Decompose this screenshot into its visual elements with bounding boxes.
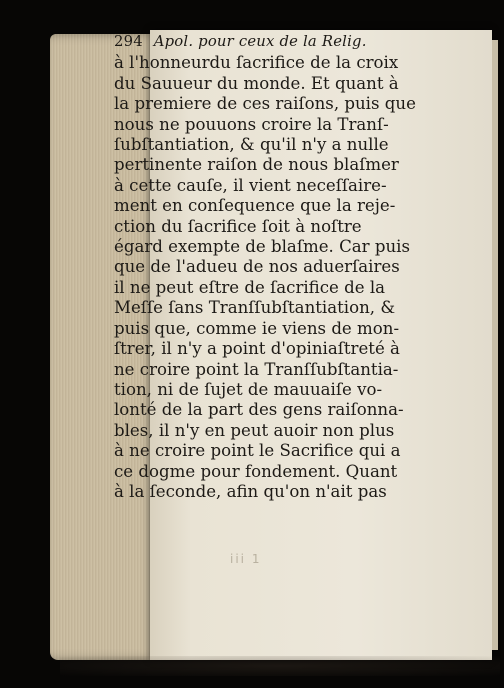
running-title: Apol. pour ceux de la Relig. [153,33,367,50]
running-header [114,32,372,52]
text-line: ne croire point la Tranſſubſtantia- [114,359,399,379]
text-line: à la ſeconde, afin qu'on n'ait pas [114,481,387,501]
text-line: à cette cauſe, il vient neceſſaire- [114,175,387,195]
text-line: pertinente raiſon de nous blaſmer [114,155,399,175]
facing-page-edge [492,40,498,650]
text-line: lonté de la part des gens raiſonna- [114,400,404,420]
text-line: ction du ſacrifice ſoit à noſtre [114,216,362,236]
text-line: égard exempte de blaſme. Car puis [114,237,410,257]
text-line: il ne peut eſtre de ſacrifice de la [114,277,386,297]
text-line: ment en conſequence que la reje- [114,196,396,216]
faint-stamp: iii 1 [230,552,262,566]
page-number: 294 [114,33,143,50]
text-line: ce dogme pour fondement. Quant [114,461,398,481]
text-line: à ne croire point le Sacrifice qui a [114,441,401,461]
text-line: puis que, comme ie viens de mon- [114,318,400,338]
text-line: que de l'adueu de nos aduerſaires [114,257,400,277]
text-line: ſtrer, il n'y a point d'opiniaſtreté à [114,339,400,359]
text-line: Meſſe ſans Tranſſubſtantiation, & [114,298,396,318]
text-line: ſubſtantiation, & qu'il n'y a nulle [114,135,389,155]
text-line: du Sauueur du monde. Et quant à [114,73,399,93]
text-line: bles, il n'y en peut auoir non plus [114,420,395,440]
page-text [114,32,416,502]
text-line: tion, ni de ſujet de mauuaiſe vo- [114,379,383,399]
text-line: la premiere de ces raiſons, puis que [114,94,416,114]
book-shadow [60,656,500,676]
text-line: à l'honneurdu ſacrifice de la croix [114,53,399,73]
text-line: nous ne pouuons croire la Tranſ- [114,114,389,134]
